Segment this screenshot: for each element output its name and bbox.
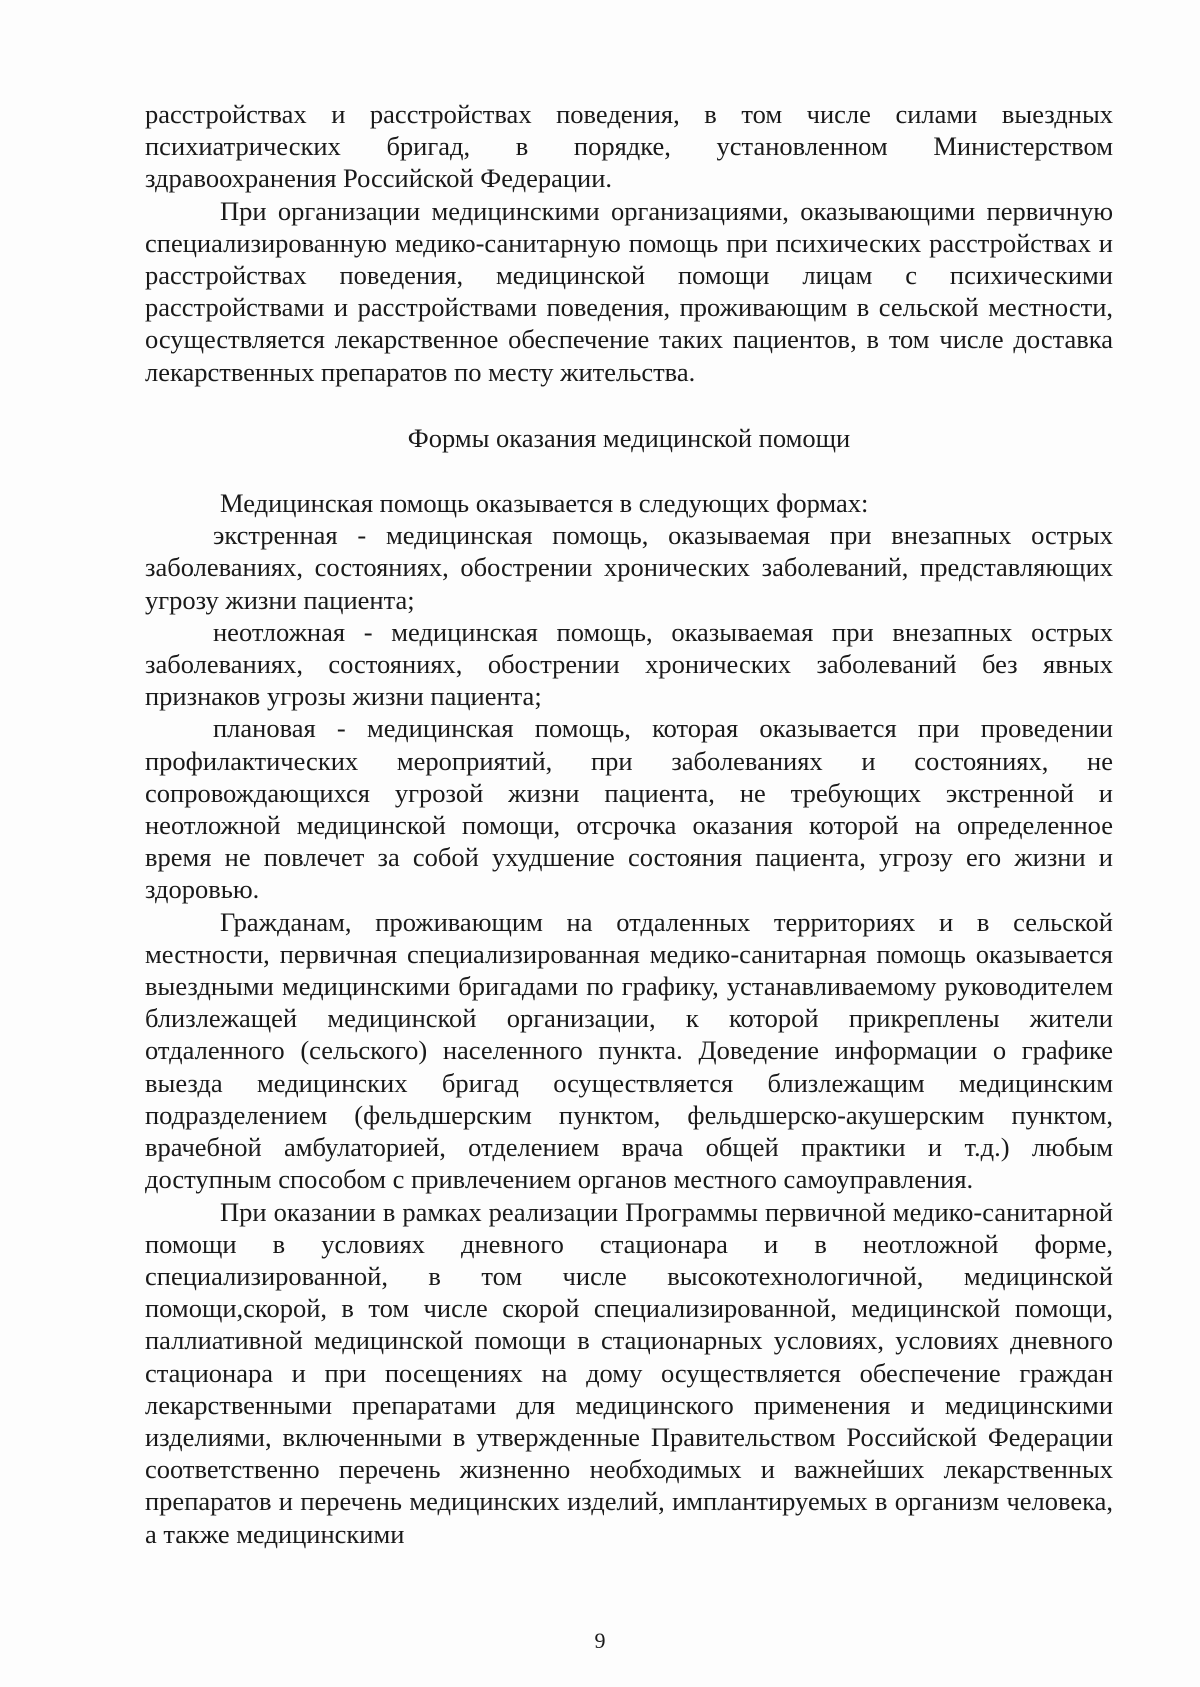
paragraph-remote-territories: Гражданам, проживающим на отдаленных территориях и в сельской местности, первичная специализированная медико-санитарная помощь оказывается выездными медицинскими бригадами по графику, устанавливаемому руководителем близлежащей медицинской организации, к которой прикреплены жители отдаленного (сельского) населенного пункта. Доведение информации о графике выезда медицинских бригад осуществляется близлежащим медицинским подразделением (фельдшерским пунктом, фельдшерско-акушерским пунктом, врачебной амбулаторией, отделением врача общей практики и т.д.) любым доступным способом с привлечением органов местного самоуправления.: [145, 906, 1113, 1195]
form-item-planned: плановая - медицинская помощь, которая оказывается при проведении профилактических мероприятий, при заболеваниях и состояниях, не сопровождающихся угрозой жизни пациента, не требующих экстренной и неотложной медицинской помощи, отсрочка оказания которой на определенное время не повлечет за собой ухудшение состояния пациента, угрозу его жизни и здоровью.: [145, 713, 1113, 905]
document-body: [145, 98, 1113, 1550]
paragraph-continuation: расстройствах и расстройствах поведения, в том числе силами выездных психиатрических бригад, в порядке, установленном Министерством здравоохранения Российской Федерации.: [145, 99, 1113, 194]
form-item-emergency: экстренная - медицинская помощь, оказываемая при внезапных острых заболеваниях, состояниях, обострении хронических заболеваний, представляющих угрозу жизни пациента;: [145, 520, 1113, 615]
form-item-urgent: неотложная - медицинская помощь, оказываемая при внезапных острых заболеваниях, состояниях, обострении хронических заболеваний без явных признаков угрозы жизни пациента;: [145, 616, 1113, 712]
page-number: 9: [594, 1628, 606, 1653]
paragraph-rural-psychiatric-care: При организации медицинскими организациями, оказывающими первичную специализированную медико-санитарную помощь при психических расстройствах и расстройствах поведения, медицинской помощи лицам с психическими расстройствами и расстройствами поведения, проживающим в сельской местности, осуществляется лекарственное обеспечение таких пациентов, в том числе доставка лекарственных препаратов по месту жительства.: [145, 195, 1113, 387]
section-heading: Формы оказания медицинской помощи: [407, 422, 851, 453]
forms-intro: Медицинская помощь оказывается в следующих формах:: [220, 488, 869, 519]
paragraph-drug-provision: При оказании в рамках реализации Программы первичной медико-санитарной помощи в условиях дневного стационара и в неотложной форме, специализированной, в том числе высокотехнологичной, медицинской помощи,скорой, в том числе скорой специализированной, медицинской помощи, паллиативной медицинской помощи в стационарных условиях, условиях дневного стационара и при посещениях на дому осуществляется обеспечение граждан лекарственными препаратами для медицинского применения и медицинскими изделиями, включенными в утвержденные Правительством Российской Федерации соответственно перечень жизненно необходимых и важнейших лекарственных препаратов и перечень медицинских изделий, имплантируемых в организм человека, а также медицинскими: [145, 1196, 1113, 1549]
